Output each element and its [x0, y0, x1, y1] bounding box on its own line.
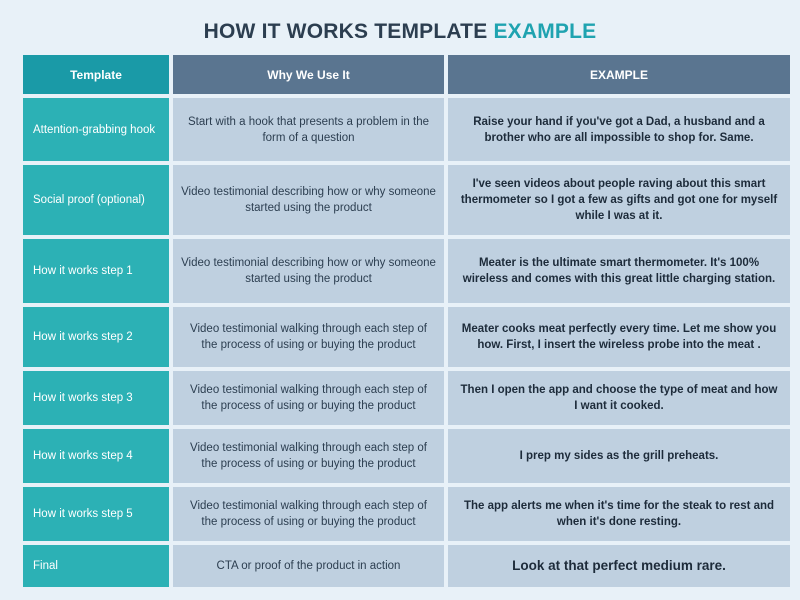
- row-template: How it works step 3: [23, 371, 169, 425]
- row-example: The app alerts me when it's time for the steak to rest and when it's done resting.: [448, 487, 790, 541]
- row-template: How it works step 4: [23, 429, 169, 483]
- header-why: Why We Use It: [173, 55, 444, 94]
- row-template: Attention-grabbing hook: [23, 98, 169, 161]
- table-row: [23, 307, 790, 367]
- header-example: EXAMPLE: [448, 55, 790, 94]
- title-accent: EXAMPLE: [493, 20, 597, 43]
- template-table: [23, 55, 790, 591]
- row-example: Then I open the app and choose the type of meat and how I want it cooked.: [448, 371, 790, 425]
- table-row: [23, 371, 790, 425]
- row-example: Raise your hand if you've got a Dad, a husband and a brother who are all impossible to shop for. Same.: [448, 98, 790, 161]
- table-row: [23, 487, 790, 541]
- table-row: [23, 239, 790, 303]
- row-example: Meater cooks meat perfectly every time. Let me show you how. First, I insert the wireless probe into the meat .: [448, 307, 790, 367]
- row-template: How it works step 1: [23, 239, 169, 303]
- row-why: Start with a hook that presents a problem in the form of a question: [173, 98, 444, 161]
- table-header-row: [23, 55, 790, 94]
- title-main: HOW IT WORKS TEMPLATE: [203, 20, 494, 43]
- row-template: How it works step 5: [23, 487, 169, 541]
- row-why: Video testimonial walking through each step of the process of using or buying the product: [173, 429, 444, 483]
- row-template: Social proof (optional): [23, 165, 169, 235]
- page-title: [0, 20, 800, 44]
- row-template: Final: [23, 545, 169, 587]
- row-why: Video testimonial walking through each step of the process of using or buying the product: [173, 371, 444, 425]
- row-why: CTA or proof of the product in action: [173, 545, 444, 587]
- row-example: Meater is the ultimate smart thermometer. It's 100% wireless and comes with this great little charging station.: [448, 239, 790, 303]
- row-example: I've seen videos about people raving about this smart thermometer so I got a few as gifts and got one for myself while I was at it.: [448, 165, 790, 235]
- table-row: [23, 165, 790, 235]
- row-why: Video testimonial walking through each step of the process of using or buying the product: [173, 307, 444, 367]
- row-example: I prep my sides as the grill preheats.: [448, 429, 790, 483]
- row-why: Video testimonial walking through each step of the process of using or buying the product: [173, 487, 444, 541]
- table-row: [23, 429, 790, 483]
- table-row: [23, 98, 790, 161]
- table-row: [23, 545, 790, 587]
- row-why: Video testimonial describing how or why someone started using the product: [173, 165, 444, 235]
- row-template: How it works step 2: [23, 307, 169, 367]
- header-template: Template: [23, 55, 169, 94]
- row-example: Look at that perfect medium rare.: [448, 545, 790, 587]
- row-why: Video testimonial describing how or why someone started using the product: [173, 239, 444, 303]
